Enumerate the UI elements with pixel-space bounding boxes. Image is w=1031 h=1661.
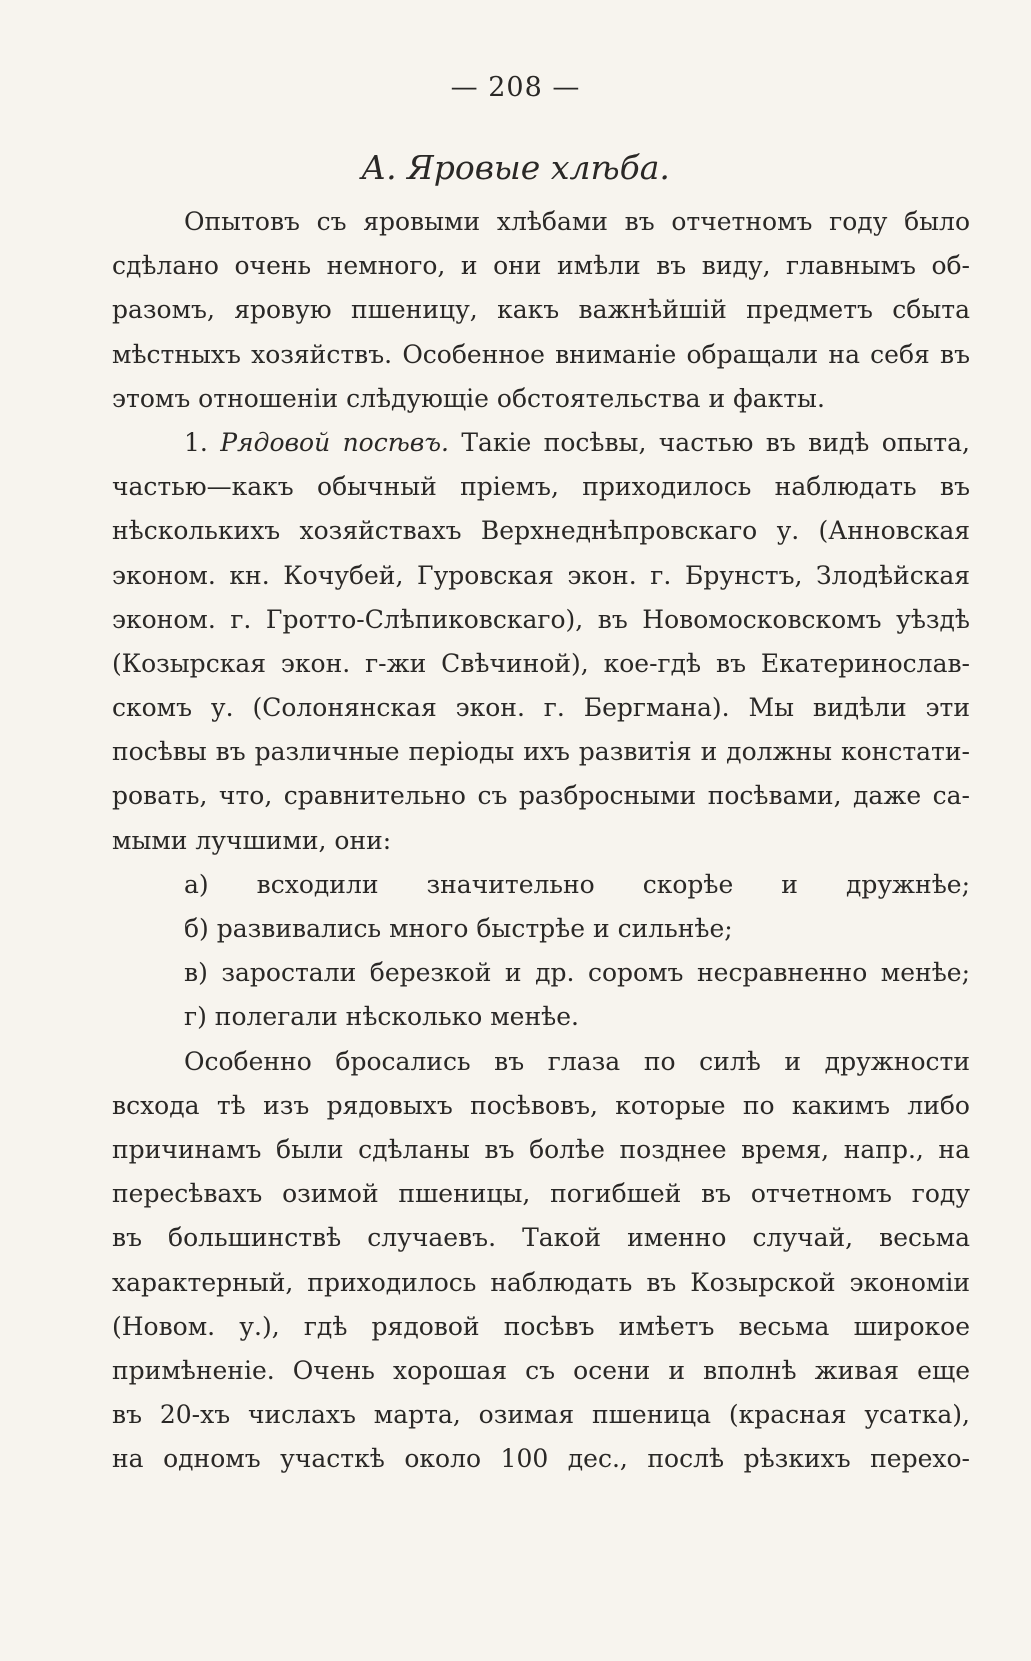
line-text: сдѣлано очень немного, и они имѣли въ виду, главнымъ об-: [112, 251, 970, 281]
text-line: [112, 1437, 970, 1481]
line-text: этомъ отношеніи слѣдующіе обстоятельства и факты.: [112, 383, 825, 413]
text-line: [112, 1261, 970, 1305]
text-line: [112, 1305, 970, 1349]
text-line: [112, 200, 970, 244]
line-text: а) всходили значительно скорѣе и дружнѣе;: [184, 869, 970, 899]
line-text: въ 20-хъ числахъ марта, озимая пшеница (красная усатка),: [112, 1400, 970, 1430]
line-text: мыми лучшими, они:: [112, 825, 392, 855]
line-text: частью—какъ обычный пріемъ, приходилось наблюдать въ: [112, 472, 970, 502]
line-text: нѣсколькихъ хозяйствахъ Верхнеднѣпровскаго у. (Анновская: [112, 516, 970, 546]
line-text: Такіе посѣвы, частью въ видѣ опыта,: [448, 427, 970, 457]
line-text: мѣстныхъ хозяйствъ. Особенное вниманіе обращали на себя въ: [112, 339, 970, 369]
page-number: — 208 —: [450, 72, 581, 103]
text-line: [112, 1128, 970, 1172]
line-text: в) заростали березкой и др. соромъ несравненно менѣе;: [184, 958, 970, 988]
text-line: [112, 333, 970, 377]
line-text: скомъ у. (Солонянская экон. г. Бергмана). Мы видѣли эти: [112, 693, 970, 723]
paragraph-number: 1.: [184, 427, 221, 457]
text-line: [112, 1393, 970, 1437]
text-line: [112, 598, 970, 642]
text-line: [112, 554, 970, 598]
text-line: [112, 1349, 970, 1393]
line-text: Особенно бросались въ глаза по силѣ и дружности: [184, 1046, 970, 1076]
line-text: всхода тѣ изъ рядовыхъ посѣвовъ, которые по какимъ либо: [112, 1090, 970, 1120]
line-text: причинамъ были сдѣланы въ болѣе позднее время, напр., на: [112, 1134, 970, 1164]
body-text: [112, 200, 970, 1481]
line-text: (Козырская экон. г-жи Свѣчиной), кое-гдѣ въ Екатеринослав-: [112, 648, 970, 678]
line-text: Опытовъ съ яровыми хлѣбами въ отчетномъ году было: [184, 207, 970, 236]
line-text: (Новом. у.), гдѣ рядовой посѣвъ имѣетъ весьма широкое: [112, 1311, 970, 1341]
line-text: б) развивались много быстрѣе и сильнѣе;: [184, 914, 733, 943]
line-text: ровать, что, сравнительно съ разбросными посѣвами, даже са-: [112, 781, 970, 811]
line-text: эконом. кн. Кочубей, Гуровская экон. г. Брунстъ, Злодѣйская: [112, 560, 970, 590]
line-text: пересѣвахъ озимой пшеницы, погибшей въ отчетномъ году: [112, 1179, 970, 1209]
line-text: примѣненіе. Очень хорошая съ осени и вполнѣ живая еще: [112, 1355, 970, 1385]
section-heading: А. Яровые хлѣба.: [361, 148, 670, 187]
text-line: [112, 1040, 970, 1084]
line-text: въ большинствѣ случаевъ. Такой именно случай, весьма: [112, 1223, 970, 1253]
italic-subheading: Рядовой посѣвъ.: [220, 427, 449, 457]
line-text: посѣвы въ различные періоды ихъ развитія и должны констати-: [112, 737, 970, 767]
text-line: [112, 951, 970, 995]
text-line: [112, 863, 970, 907]
line-text: г) полегали нѣсколько менѣе.: [184, 1002, 579, 1032]
text-line: [112, 1172, 970, 1216]
line-text: характерный, приходилось наблюдать въ Козырской экономіи: [112, 1267, 970, 1297]
text-line: [112, 642, 970, 686]
text-line: [112, 244, 970, 288]
text-line: [112, 907, 970, 951]
text-line: [112, 465, 970, 509]
line-text: на одномъ участкѣ около 100 дес., послѣ рѣзкихъ перехо-: [112, 1444, 970, 1474]
text-line: [112, 421, 970, 465]
text-line: [112, 377, 970, 421]
text-line: [112, 1216, 970, 1260]
line-text: эконом. г. Гротто-Слѣпиковскаго), въ Новомосковскомъ уѣздѣ: [112, 604, 970, 634]
text-line: [112, 819, 970, 863]
text-line: [112, 774, 970, 818]
line-text: разомъ, яровую пшеницу, какъ важнѣйшій предметъ сбыта: [112, 295, 970, 325]
text-line: [112, 730, 970, 774]
text-line: [112, 288, 970, 332]
text-line: [112, 995, 970, 1039]
text-line: [112, 686, 970, 730]
text-line: [112, 1084, 970, 1128]
text-line: [112, 509, 970, 553]
